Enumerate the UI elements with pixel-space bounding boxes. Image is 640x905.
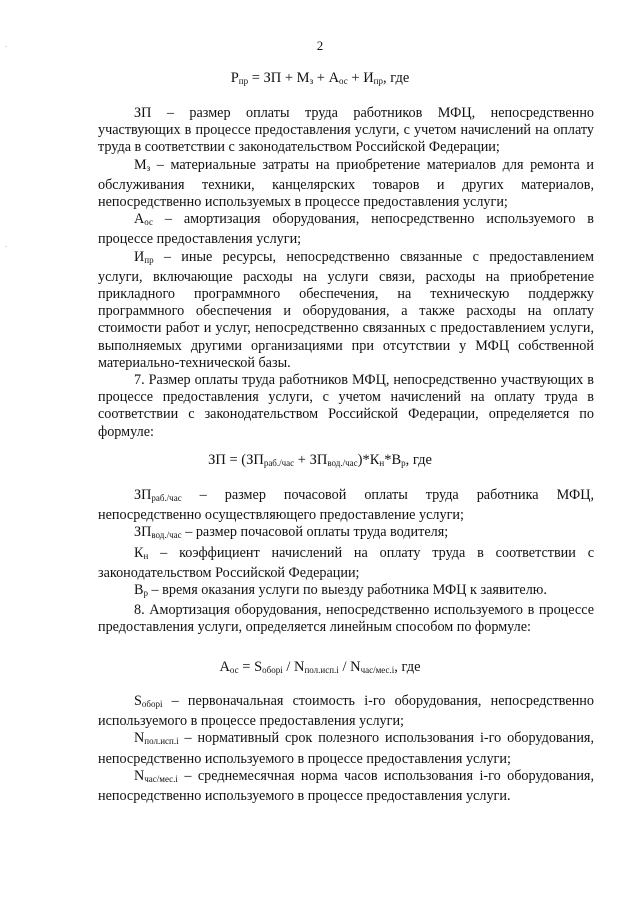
- symbol: N: [134, 767, 145, 784]
- paragraph-text: – первоначальная стоимость i-го оборудования, непосредственно используемого в процессе предоставления услуги;: [98, 693, 594, 730]
- symbol: ЗП: [134, 105, 152, 121]
- symbol-subscript: ос: [144, 217, 153, 228]
- formula-subscript: пр: [238, 76, 249, 86]
- formula-subscript: ос: [229, 665, 239, 675]
- formula-subscript: н: [379, 458, 385, 468]
- formula-subscript: пол.исп.i: [304, 665, 339, 675]
- formula-term: А: [219, 659, 230, 675]
- symbol-subscript: вод./час: [151, 530, 182, 541]
- margin-mark: .: [5, 240, 7, 249]
- symbol-subscript: час/мес.i: [144, 773, 178, 784]
- formula-cost: [0, 70, 640, 87]
- definitions-block-2: [98, 487, 594, 637]
- paragraph-text: – амортизация оборудования, непосредственно используемого в процессе предоставления услуги;: [98, 211, 594, 248]
- symbol-subscript: раб./час: [151, 493, 182, 503]
- formula-term: + ЗП: [294, 452, 328, 468]
- definitions-block-3: [98, 693, 594, 805]
- symbol-subscript: з: [146, 162, 151, 173]
- formula-subscript: раб./час: [263, 458, 295, 468]
- paragraph: [98, 582, 594, 602]
- margin-mark: .: [5, 40, 7, 49]
- formula-term: )*К: [357, 452, 380, 468]
- paragraph-text: – материальные затраты на приобретение материалов для ремонта и обслуживания техники, канцелярских товаров и других материалов, непосредственно используемых в процессе предоставления услуги;: [98, 156, 594, 211]
- formula-subscript: оборi: [262, 665, 283, 675]
- symbol-subscript: пол.исп.i: [144, 736, 179, 747]
- formula-subscript: з: [309, 76, 314, 86]
- symbol-subscript: оборi: [141, 699, 163, 709]
- formula-subscript: час/мес.i: [360, 665, 395, 675]
- formula-term: Р: [230, 70, 239, 86]
- paragraph: [98, 249, 594, 372]
- formula-subscript: вод./час: [327, 458, 358, 468]
- formula-term: , где: [405, 452, 432, 468]
- paragraph-text: – размер почасовой оплаты труда работника МФЦ, непосредственно осуществляющего предоставление услуги;: [98, 487, 594, 524]
- formula-salary: [0, 452, 640, 469]
- paragraph-text: – нормативный срок полезного использования i-го оборудования, непосредственно используемого в процессе предоставления услуги;: [98, 730, 594, 767]
- symbol: А: [134, 211, 145, 228]
- paragraph-text: 8. Амортизация оборудования, непосредственно используемого в процессе предоставления услуги, определяется линейным способом по формуле:: [98, 602, 594, 636]
- formula-term: = S: [238, 659, 263, 675]
- paragraph: [98, 730, 594, 767]
- paragraph: [98, 487, 594, 524]
- symbol: N: [134, 730, 145, 747]
- symbol: В: [134, 582, 144, 599]
- paragraph: [98, 768, 594, 805]
- definitions-block-1: [98, 105, 594, 441]
- symbol: И: [134, 248, 145, 265]
- formula-term: , где: [394, 659, 421, 675]
- paragraph: [98, 157, 594, 212]
- paragraph-text: – размер почасовой оплаты труда водителя;: [181, 524, 449, 541]
- symbol-subscript: н: [143, 550, 149, 561]
- paragraph: [98, 372, 594, 441]
- formula-amortization: [0, 659, 640, 676]
- formula-subscript: ос: [339, 76, 348, 86]
- symbol: S: [134, 693, 142, 709]
- symbol: ЗП: [134, 524, 152, 541]
- paragraph-text: – иные ресурсы, непосредственно связанные с предоставлением услуги, включающие расходы на услуги связи, расходы на приобретение прикладного программного обеспечения, на техническую поддержку программного обеспечения и оборудования, а также расходы на оплату стоимости работ и услуг, непосредственно связанных с предоставлением услуги, выполняемых другими организациями при отсутствии у МФЦ собственной материально-технической базы.: [98, 248, 594, 371]
- paragraph-text: 7. Размер оплаты труда работников МФЦ, непосредственно участвующих в процессе предоставления услуги, с учетом начислений на оплату труда в соответствии с законодательством Российской Федерации, определяется по формуле:: [98, 372, 594, 440]
- formula-subscript: пр: [373, 76, 383, 86]
- paragraph: [98, 211, 594, 248]
- symbol: М: [134, 156, 147, 173]
- formula-term: + А: [313, 70, 340, 86]
- paragraph: [98, 105, 594, 157]
- formula-term: , где: [383, 70, 410, 86]
- formula-term: *В: [384, 452, 402, 468]
- symbol: ЗП: [134, 487, 152, 503]
- formula-term: ЗП = (ЗП: [208, 452, 264, 468]
- page-number: 2: [316, 38, 324, 53]
- formula-term: + И: [347, 70, 374, 86]
- paragraph-text: – коэффициент начислений на оплату труда в соответствии с законодательством Российской Федерации;: [98, 544, 594, 581]
- paragraph: [98, 602, 594, 636]
- symbol-subscript: р: [143, 588, 148, 599]
- paragraph: [98, 545, 594, 582]
- symbol-subscript: пр: [144, 254, 154, 265]
- paragraph: [98, 524, 594, 544]
- paragraph-text: – среднемесячная норма часов использования i-го оборудования, непосредственно используемого в процессе предоставления услуги.: [98, 767, 594, 805]
- formula-term: / N: [282, 659, 305, 675]
- symbol: К: [134, 544, 144, 561]
- paragraph-text: – размер оплаты труда работников МФЦ, непосредственно участвующих в процессе предоставления услуги, с учетом начислений на оплату труда в соответствии с законодательством Российской Федерации;: [98, 105, 594, 156]
- paragraph: [98, 693, 594, 730]
- formula-term: = ЗП + М: [248, 70, 310, 86]
- paragraph-text: – время оказания услуги по выезду работника МФЦ к заявителю.: [147, 582, 547, 599]
- formula-term: / N: [338, 659, 361, 675]
- formula-subscript: р: [401, 458, 406, 468]
